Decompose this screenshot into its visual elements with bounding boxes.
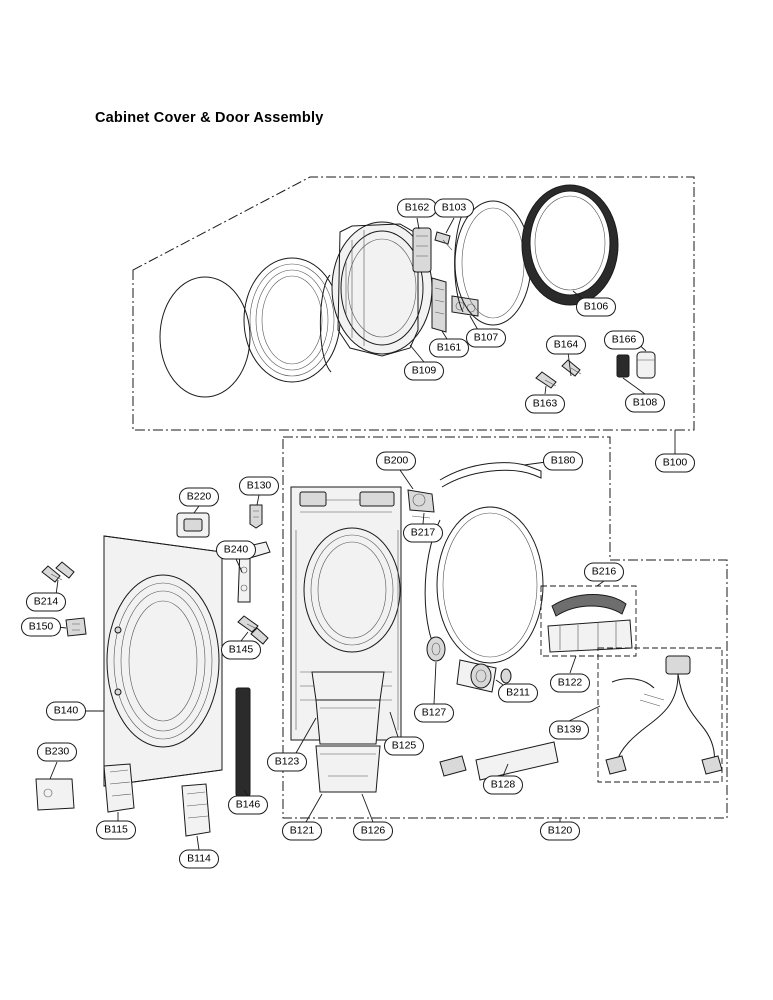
group-boundary-b216 (541, 586, 636, 656)
callout-b145[interactable]: B145 (221, 641, 261, 660)
callout-b108[interactable]: B108 (625, 394, 665, 413)
callout-b106[interactable]: B106 (576, 298, 616, 317)
group-boundary-b139 (598, 648, 722, 782)
part-b200-sensor (408, 490, 434, 518)
callout-b127[interactable]: B127 (414, 704, 454, 723)
callout-b140[interactable]: B140 (46, 702, 86, 721)
page-title: Cabinet Cover & Door Assembly (95, 110, 324, 126)
callout-b217[interactable]: B217 (403, 524, 443, 543)
callout-b161[interactable]: B161 (429, 339, 469, 358)
callout-b126[interactable]: B126 (353, 822, 393, 841)
drum-outlines (160, 258, 340, 397)
part-b108-cap (617, 352, 655, 378)
part-b123-drawer-upper (312, 672, 384, 744)
callout-b107[interactable]: B107 (466, 329, 506, 348)
callout-b115[interactable]: B115 (96, 821, 136, 840)
callout-b100[interactable]: B100 (655, 454, 695, 473)
callout-b146[interactable]: B146 (228, 796, 268, 815)
part-b164-screw (562, 360, 581, 376)
callout-b139[interactable]: B139 (549, 721, 589, 740)
callout-b166[interactable]: B166 (604, 331, 644, 350)
part-b150-clip (66, 618, 86, 636)
callout-b103[interactable]: B103 (434, 199, 474, 218)
part-b161-hinge (432, 278, 446, 332)
part-b121-drawer-lower (316, 746, 380, 792)
callout-b163[interactable]: B163 (525, 395, 565, 414)
part-b106-gasket (522, 185, 618, 305)
callout-b130[interactable]: B130 (239, 477, 279, 496)
callout-b211[interactable]: B211 (498, 684, 538, 703)
callout-b214[interactable]: B214 (26, 593, 66, 612)
part-b107-latch (452, 296, 478, 316)
callout-b200[interactable]: B200 (376, 452, 416, 471)
callout-b122[interactable]: B122 (550, 674, 590, 693)
callout-b240[interactable]: B240 (216, 541, 256, 560)
part-b180-hose (440, 463, 541, 487)
callout-b216[interactable]: B216 (584, 563, 624, 582)
callout-b123[interactable]: B123 (267, 753, 307, 772)
part-b127-bushing (427, 637, 511, 692)
callout-b230[interactable]: B230 (37, 743, 77, 762)
callout-b109[interactable]: B109 (404, 362, 444, 381)
callout-b120[interactable]: B120 (540, 822, 580, 841)
part-door-glass-ring (455, 201, 531, 325)
callout-b180[interactable]: B180 (543, 452, 583, 471)
part-b163-screw (536, 372, 556, 388)
part-b114-cover (182, 784, 210, 836)
part-b128-bar (440, 742, 558, 780)
part-b146-strip (236, 688, 250, 796)
callout-b162[interactable]: B162 (397, 199, 437, 218)
callout-b220[interactable]: B220 (179, 488, 219, 507)
part-b130-clip (250, 505, 262, 528)
callout-b150[interactable]: B150 (21, 618, 61, 637)
callout-b128[interactable]: B128 (483, 776, 523, 795)
part-b214-screws (42, 562, 74, 582)
part-b115-cover (104, 764, 134, 812)
part-b162-bracket (413, 228, 431, 272)
callout-b164[interactable]: B164 (546, 336, 586, 355)
callout-b125[interactable]: B125 (384, 737, 424, 756)
part-b103-clip (435, 232, 452, 250)
part-b220-plate (177, 513, 209, 537)
callout-b114[interactable]: B114 (179, 850, 219, 869)
part-b140-door-panel (104, 536, 222, 786)
callout-b121[interactable]: B121 (282, 822, 322, 841)
part-b230-cover (36, 779, 74, 810)
